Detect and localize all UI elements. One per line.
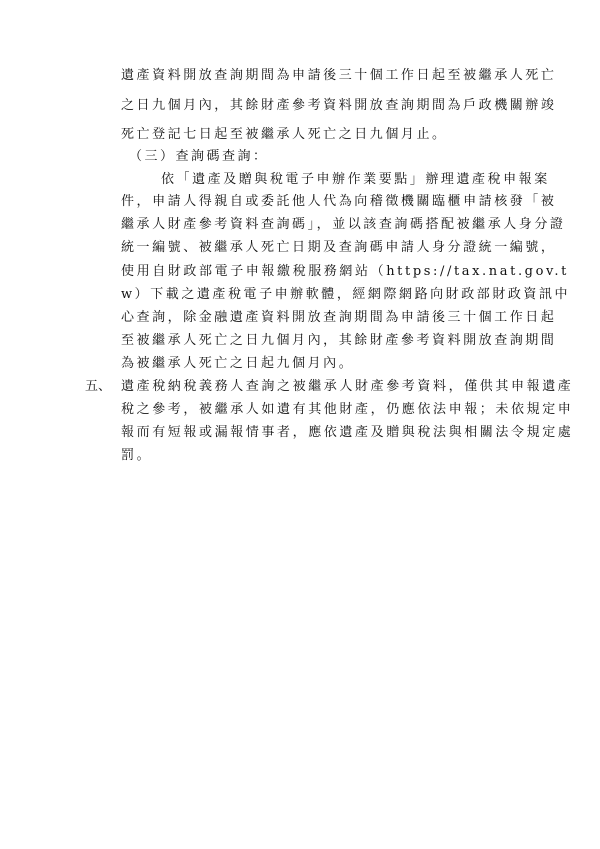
paragraph-line: 心查詢，除金融遺產資料開放查詢期間為申請後三十個工作日起	[121, 310, 557, 325]
section-number: 五、	[85, 379, 112, 394]
paragraph-line: 依「遺產及贈與稅電子申辦作業要點」辦理遺產稅申報案	[161, 172, 550, 187]
paragraph-line-with-url: 使用自財政部電子申報繳稅服務網站（https://tax.nat.gov.t	[121, 264, 569, 279]
paragraph-line: 件，申請人得親自或委託他人代為向稽徵機關臨櫃申請核發「被	[121, 194, 557, 209]
subsection-heading: （三）查詢碼查詢：	[129, 149, 269, 164]
paragraph-line: 統一編號、被繼承人死亡日期及查詢碼申請人身分證統一編號，	[121, 240, 557, 255]
paragraph-line: 報而有短報或漏報情事者，應依遺產及贈與稅法與相關法令規定處	[121, 425, 574, 440]
paragraph-line: 之日九個月內，其餘財產參考資料開放查詢期間為戶政機關辦竣	[121, 98, 557, 113]
paragraph-line: 死亡登記七日起至被繼承人死亡之日九個月止。	[121, 127, 448, 142]
paragraph-line: 繼承人財產參考資料查詢碼」，並以該查詢碼搭配被繼承人身分證	[121, 217, 566, 232]
paragraph-line: w）下載之遺產稅電子申辦軟體，經網際網路向財政部財政資訊中	[121, 287, 571, 302]
paragraph-line: 稅之參考，被繼承人如遺有其他財產，仍應依法申報；未依規定申	[121, 402, 574, 417]
paragraph-line: 遺產稅納稅義務人查詢之被繼承人財產參考資料，僅供其申報遺產	[121, 379, 574, 394]
paragraph-line: 為被繼承人死亡之日起九個月內。	[121, 356, 355, 371]
paragraph-line: 罰。	[121, 448, 153, 463]
paragraph-line: 遺產資料開放查詢期間為申請後三十個工作日起至被繼承人死亡	[121, 68, 557, 83]
paragraph-line: 至被繼承人死亡之日九個月內，其餘財產參考資料開放查詢期間	[121, 333, 557, 348]
